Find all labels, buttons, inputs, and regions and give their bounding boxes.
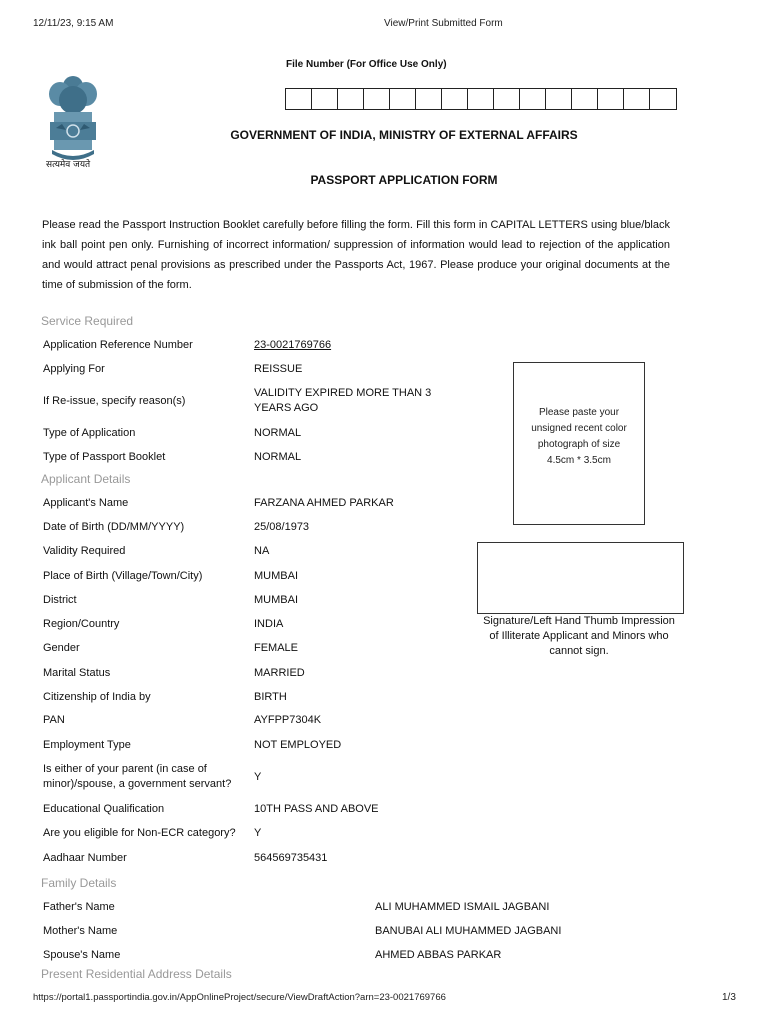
value-gender: FEMALE <box>254 642 299 654</box>
file-number-box <box>312 89 338 109</box>
file-number-box <box>338 89 364 109</box>
file-number-box <box>572 89 598 109</box>
file-number-box <box>416 89 442 109</box>
value-pan: AYFPP7304K <box>254 714 322 726</box>
value-father-name: ALI MUHAMMED ISMAIL JAGBANI <box>375 901 550 913</box>
section-applicant-details: Applicant Details <box>41 472 131 486</box>
value-applying-for: REISSUE <box>254 363 303 375</box>
section-address-details: Present Residential Address Details <box>41 967 232 981</box>
file-number-box <box>390 89 416 109</box>
label-place-of-birth: Place of Birth (Village/Town/City) <box>43 570 203 582</box>
value-marital-status: MARRIED <box>254 667 305 679</box>
label-application-reference: Application Reference Number <box>43 339 193 351</box>
label-region-country: Region/Country <box>43 618 120 630</box>
label-marital-status: Marital Status <box>43 667 111 679</box>
value-educational-qualification: 10TH PASS AND ABOVE <box>254 803 379 815</box>
label-gender: Gender <box>43 642 80 654</box>
file-number-box <box>520 89 546 109</box>
label-employment-type: Employment Type <box>43 739 131 751</box>
file-number-box <box>650 89 676 109</box>
value-district: MUMBAI <box>254 594 298 606</box>
value-parent-government-servant: Y <box>254 771 262 783</box>
label-mother-name: Mother's Name <box>43 925 118 937</box>
form-title: PASSPORT APPLICATION FORM <box>310 173 498 187</box>
photo-box <box>513 362 645 525</box>
label-citizenship: Citizenship of India by <box>43 691 151 703</box>
label-applicant-name: Applicant's Name <box>43 497 129 509</box>
value-passport-booklet: NORMAL <box>254 451 302 463</box>
label-father-name: Father's Name <box>43 901 115 913</box>
label-passport-booklet: Type of Passport Booklet <box>43 451 166 463</box>
file-number-box <box>468 89 494 109</box>
value-aadhaar-number: 564569735431 <box>254 852 328 864</box>
government-title: GOVERNMENT OF INDIA, MINISTRY OF EXTERNAL AFFAIRS <box>230 128 578 142</box>
label-district: District <box>43 594 77 606</box>
instructions-paragraph: Please read the Passport Instruction Booklet carefully before filling the form. Fill this form in CAPITAL LETTERS using blue/black ink ball point pen only. Furnishing of incorrect information/ suppression of information would lead to rejection of the application and would attract penal provisions as prescribed under the Passports Act, 1967. Please produce your original documents at the time of submission of the form. <box>42 219 670 291</box>
value-citizenship: BIRTH <box>254 691 287 703</box>
file-number-box <box>286 89 312 109</box>
value-region-country: INDIA <box>254 618 284 630</box>
value-mother-name: BANUBAI ALI MUHAMMED JAGBANI <box>375 925 562 937</box>
label-spouse-name: Spouse's Name <box>43 949 121 961</box>
label-date-of-birth: Date of Birth (DD/MM/YYYY) <box>43 521 185 533</box>
file-number-box <box>546 89 572 109</box>
value-date-of-birth: 25/08/1973 <box>254 521 310 533</box>
label-educational-qualification: Educational Qualification <box>43 803 165 815</box>
value-applicant-name: FARZANA AHMED PARKAR <box>254 497 394 509</box>
print-page-number: 1/3 <box>722 992 736 1003</box>
print-page-title: View/Print Submitted Form <box>384 18 503 29</box>
file-number-box <box>598 89 624 109</box>
label-pan: PAN <box>43 714 65 726</box>
value-employment-type: NOT EMPLOYED <box>254 739 342 751</box>
section-family-details: Family Details <box>41 876 117 890</box>
file-number-box <box>494 89 520 109</box>
photo-box-text: Please paste your unsigned recent color photograph of size 4.5cm * 3.5cm <box>531 407 627 466</box>
print-timestamp: 12/11/23, 9:15 AM <box>33 18 114 29</box>
emblem-motto: सत्यमेव जयते <box>46 160 91 170</box>
value-place-of-birth: MUMBAI <box>254 570 298 582</box>
label-aadhaar-number: Aadhaar Number <box>43 852 127 864</box>
value-non-ecr: Y <box>254 827 262 839</box>
value-reissue-reason: VALIDITY EXPIRED MORE THAN 3 YEARS AGO <box>254 387 432 414</box>
label-type-of-application: Type of Application <box>43 427 136 439</box>
label-reissue-reason: If Re-issue, specify reason(s) <box>43 395 186 407</box>
label-non-ecr: Are you eligible for Non-ECR category? <box>43 827 236 839</box>
label-applying-for: Applying For <box>43 363 105 375</box>
file-number-box <box>624 89 650 109</box>
file-number-label: File Number (For Office Use Only) <box>286 59 447 70</box>
file-number-box <box>442 89 468 109</box>
signature-box <box>477 542 684 614</box>
value-validity-required: NA <box>254 545 270 557</box>
signature-caption: Signature/Left Hand Thumb Impression of Illiterate Applicant and Minors who cannot sign. <box>483 615 675 657</box>
value-application-reference[interactable]: 23-0021769766 <box>254 339 332 351</box>
value-spouse-name: AHMED ABBAS PARKAR <box>375 949 502 961</box>
label-validity-required: Validity Required <box>43 545 126 557</box>
print-url[interactable]: https://portal1.passportindia.gov.in/AppOnlineProject/secure/ViewDraftAction?arn=23-0021769766 <box>33 992 446 1003</box>
file-number-boxes <box>285 88 677 110</box>
label-parent-government-servant: Is either of your parent (in case of minor)/spouse, a government servant? <box>43 763 232 790</box>
section-service-required: Service Required <box>41 314 134 328</box>
value-type-of-application: NORMAL <box>254 427 302 439</box>
file-number-box <box>364 89 390 109</box>
